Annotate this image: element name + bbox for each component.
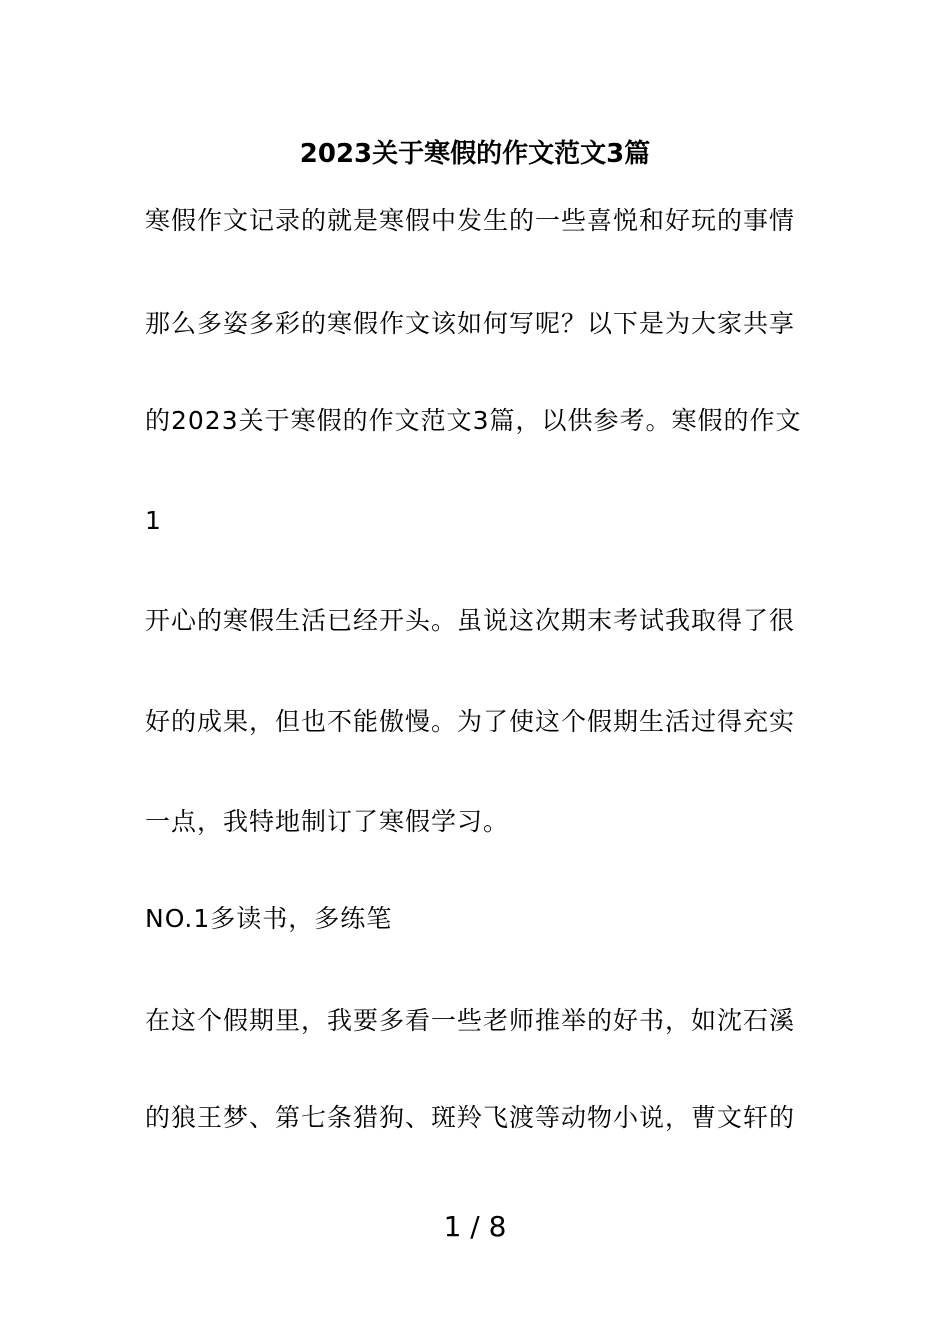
body-text-line: 寒假作文记录的就是寒假中发生的一些喜悦和好玩的事情 <box>145 206 796 235</box>
body-text-line: 的狼王梦、第七条猎狗、斑羚飞渡等动物小说，曹文轩的 <box>145 1103 796 1132</box>
body-text-line: 的2023关于寒假的作文范文3篇，以供参考。寒假的作文 <box>145 406 802 435</box>
body-text-line: 在这个假期里，我要多看一些老师推举的好书，如沈石溪 <box>145 1006 796 1035</box>
body-text-line: 一点，我特地制订了寒假学习。 <box>145 807 510 836</box>
body-text-line: 好的成果，但也不能傲慢。为了使这个假期生活过得充实 <box>145 707 796 736</box>
document-title: 2023关于寒假的作文范文3篇 <box>299 139 651 169</box>
section-heading: NO.1多读书，多练笔 <box>145 904 393 933</box>
page-number: 1 / 8 <box>443 1210 507 1243</box>
body-text-line: 开心的寒假生活已经开头。虽说这次期末考试我取得了很 <box>145 606 796 635</box>
body-text-line: 那么多姿多彩的寒假作文该如何写呢？以下是为大家共享 <box>145 309 796 338</box>
body-text-line: 1 <box>145 506 162 535</box>
